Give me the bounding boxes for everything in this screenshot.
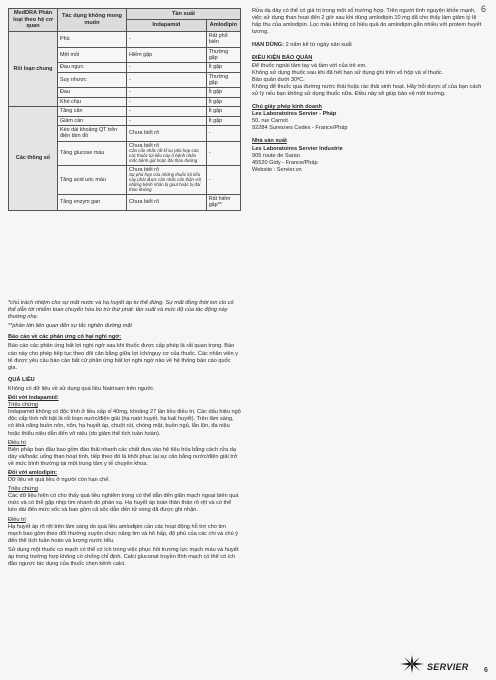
- effect-cell: Đau: [58, 88, 127, 97]
- amlodipin-heading: Đối với amlodipin:: [8, 469, 58, 476]
- amlodipin-cell: Thường gặp: [206, 72, 240, 88]
- treatment-2-body-2: Sử dụng một thuốc co mạch có thể có ích trong việc phục hồi trương lực mạch máu và huyết áp trong trường hợp không có chống chỉ định. Calci gluconat truyền tĩnh mạch có thể có ích đảo ngược tác dụng của thuốc chẹn kênh calci.: [8, 546, 239, 568]
- right-column-text: [252, 8, 482, 174]
- storage-line-3: Bảo quản dưới 30ºC.: [252, 76, 305, 83]
- shelf-life: [252, 42, 482, 49]
- indapamid-cell: Chưa biết rõ: [127, 125, 207, 141]
- holder-heading: Chủ giấy phép kinh doanh: [252, 104, 322, 111]
- amlodipin-cell: Ít gặp: [206, 107, 240, 116]
- amlodipin-cell: -: [206, 141, 240, 165]
- header-organ-class: MedDRA Phân loại theo hệ cơ quan: [9, 9, 58, 32]
- treatment-2-heading: Điều trị: [8, 516, 26, 523]
- gastric-lavage-paragraph: Rửa dạ dày có thể có giá trị trong một số trường hợp. Trên người tình nguyện khỏe mạnh, việc sử dụng than hoạt đến 2 giờ sau khi dùng amlodipin 10 mg đã cho thấy làm giảm tỷ lệ hấp thu của amlodipin. Lọc máu không có hiệu quả do amlodipin gắn nhiều với protein huyết tương.: [252, 8, 482, 36]
- symptoms-2-body: Các dữ liệu hiện có cho thấy quá liều nghiêm trọng có thể dẫn đến giãn mạch ngoại biên quá mức và có thể gặp nhịp tim nhanh do phản xạ. Hạ huyết áp toàn thân thân rõ rệt và có thể kéo dài đến mức sốc và bao gồm cả sốc dẫn đến tử vong đã được ghi nhận.: [8, 493, 239, 514]
- amlodipin-cell: Thường gặp: [206, 47, 240, 63]
- holder-name: Les Laboratoires Servier - Pháp: [252, 111, 337, 118]
- symptoms-1-body: Indapamid không có độc tính ở liều xấp xỉ 40mg, khoảng 27 lần liều điều trị. Các dấu hiệu ngộ độc cấp tính nổi bật là rối loạn nước/điện giải (hạ natri huyết, hạ kali huyết). Trên lâm sàng, có khả năng buồn nôn, nôn, hạ huyết áp, chuột rút, chóng mặt, buồn ngủ, lẫn lộn, đa niệu hoặc thiểu niệu dẫn đến vô niệu (do giảm thể tích tuần hoàn).: [8, 409, 241, 437]
- amlodipin-cell: Ít gặp: [206, 97, 240, 106]
- left-column-text: [8, 300, 241, 570]
- treatment-1-heading: Điều trị: [8, 439, 26, 446]
- effect-cell: Tăng glucose máu: [58, 141, 127, 165]
- header-frequency: Tần suất: [127, 9, 241, 20]
- effect-cell: Khó chịu: [58, 97, 127, 106]
- indapamid-heading: Đối với indapamid:: [8, 395, 59, 402]
- symptoms-1-heading: Triệu chứng: [8, 402, 38, 409]
- indapamid-cell: Hiếm gặp: [127, 47, 207, 63]
- effect-cell: Suy nhược: [58, 72, 127, 88]
- storage-line-4: Không để thuốc qua đường nước thải hoặc rác thải sinh hoạt. Hãy hỏi dược sĩ của bạn cách xử lý nếu bạn không sử dụng thuốc nữa. Điều này sẽ giúp bảo vệ môi trường.: [252, 83, 482, 97]
- servier-star-icon: [400, 655, 424, 678]
- effect-cell: Tăng cân: [58, 107, 127, 116]
- overdose-intro: Không có dữ liệu về sử dụng quá liều Natrixam trên người.: [8, 385, 155, 392]
- servier-logo: [400, 655, 469, 678]
- indapamid-cell: [127, 141, 207, 165]
- indapamid-cell: -: [127, 63, 207, 72]
- indapamid-cell: [127, 165, 207, 194]
- footnote-1: *chủ trách nhiệm cho sự mất nước và hạ huyết áp tư thế đứng. Sự mất đồng thời ion clo có thể dẫn tới nhiễm toan chuyển hóa bù trừ thứ phát: tần suất và mức độ của tác động này thường nhẹ.: [8, 300, 234, 321]
- table-header-row: [9, 9, 241, 20]
- cell-note: Sự phù hợp của những thuốc lợi tiểu này phải được cân nhắc cẩn thận với những bệnh nhân bị gout hoặc bị đái tháo đường: [129, 172, 202, 192]
- table-row: [9, 107, 241, 116]
- effect-cell: Giảm cân: [58, 116, 127, 125]
- indapamid-cell: -: [127, 116, 207, 125]
- storage-line-1: Để thuốc ngoài tầm tay và tầm với của trẻ em.: [252, 62, 367, 69]
- storage-heading: ĐIỀU KIỆN BẢO QUẢN: [252, 55, 313, 62]
- group-general: Rối loạn chung: [9, 31, 58, 106]
- amlodipin-cell: -: [206, 165, 240, 194]
- amlodipin-cell: Rất phổ biến: [206, 31, 240, 47]
- indapamid-cell: -: [127, 72, 207, 88]
- page-number-top: 6: [481, 4, 487, 14]
- effect-cell: Mệt mỏi: [58, 47, 127, 63]
- effect-cell: Kéo dài khoảng QT trên điện tâm đồ: [58, 125, 127, 141]
- header-indapamid: Indapamid: [127, 20, 207, 31]
- table-row: [9, 31, 241, 47]
- symptoms-2-heading: Triệu chứng: [8, 486, 38, 493]
- shelf-life-value: 2 năm kể từ ngày sản xuất: [285, 42, 352, 49]
- servier-logo-text: SERVIER: [427, 661, 469, 672]
- cell-value: Chưa biết rõ: [129, 142, 159, 149]
- effect-cell: Phù: [58, 31, 127, 47]
- adverse-effects-table: [8, 8, 241, 211]
- effect-cell: Tăng enzym gan: [58, 194, 127, 210]
- indapamid-cell: -: [127, 88, 207, 97]
- amlodipin-cell: -: [206, 125, 240, 141]
- effect-cell: Tăng acid uric máu: [58, 165, 127, 194]
- manufacturer-heading: Nhà sản xuất: [252, 138, 287, 145]
- header-amlodipin: Amlodipin: [206, 20, 240, 31]
- storage-line-2: Không sử dụng thuốc sau khi đã hết hạn sử dụng ghi trên vỏ hộp và vỉ thuốc.: [252, 69, 444, 76]
- manufacturer-address-1: 905 route de Saran: [252, 152, 300, 159]
- overdose-heading: QUÁ LIỀU: [8, 376, 35, 383]
- indapamid-cell: Chưa biết rõ: [127, 194, 207, 210]
- manufacturer-name: Les Laboratoires Servier Industrie: [252, 145, 343, 152]
- holder-address-1: 50, rue Carnot: [252, 118, 288, 125]
- indapamid-cell: -: [127, 97, 207, 106]
- amlodipin-cell: Ít gặp: [206, 88, 240, 97]
- footnote-2: **phần lớn liên quan đến sự tắc nghẽn đường mật: [8, 323, 132, 330]
- cell-note: Cần cân nhắc rất kĩ sự phù hợp của các thuốc lợi tiểu này ở bệnh nhân mắc bệnh gút hoặc đái tháo đường: [129, 148, 199, 163]
- report-body: Báo cáo các phản ứng bất lợi nghi ngờ sau khi thuốc được cấp phép là rất quan trọng. Báo cáo này cho phép tiếp tục theo dõi cân bằng giữa lợi ích/nguy cơ của thuốc. Các nhân viên y tế được yêu cầu báo cáo bất cứ phản ứng bất lợi nghi ngờ nào về hệ thống báo cáo quốc gia.: [8, 343, 239, 371]
- shelf-life-label: HẠN DÙNG:: [252, 42, 285, 49]
- page-number-bottom: 6: [484, 667, 488, 674]
- treatment-2-body: Hạ huyết áp rõ rệt trên lâm sàng do quá liều amlodipin cần các hoạt động hỗ trợ cho tim mạch bao gồm theo dõi thường xuyên chức năng tim và hô hấp, độ phù của các chi và chú ý đến thể tích tuần hoàn và lượng nước tiểu.: [8, 523, 239, 544]
- report-heading: Báo cáo về các phản ứng có hại nghi ngờ:: [8, 334, 122, 341]
- amlodipin-intro: Dữ liệu về quá liều ở người còn hạn chế.: [8, 477, 110, 484]
- manufacturer-address-2: 45520 Gidy - France/Pháp: [252, 159, 318, 166]
- amlodipin-cell: Rất hiếm gặp**: [206, 194, 240, 210]
- header-effect: Tác dụng không mong muốn: [58, 9, 127, 32]
- cell-value: Chưa biết rõ: [129, 166, 159, 173]
- amlodipin-cell: Ít gặp: [206, 63, 240, 72]
- amlodipin-cell: Ít gặp: [206, 116, 240, 125]
- indapamid-cell: -: [127, 31, 207, 47]
- treatment-1-body: Biện pháp ban đầu bao gồm đào thải nhanh các chất đưa vào hệ tiêu hóa bằng cách rửa dạ dày và/hoặc uống than hoạt tính, tiếp theo đó là khôi phục lại sự cân bằng nước/điện giải trở về mức bình thường tại một trung tâm y tế chuyên khoa.: [8, 446, 238, 467]
- holder-address-2: 92284 Suresnes Cedex - France/Pháp: [252, 125, 348, 132]
- indapamid-cell: -: [127, 107, 207, 116]
- effect-cell: Đau ngực: [58, 63, 127, 72]
- manufacturer-website: Website : Servier.vn: [252, 166, 302, 173]
- group-parameters: Các thông số: [9, 107, 58, 210]
